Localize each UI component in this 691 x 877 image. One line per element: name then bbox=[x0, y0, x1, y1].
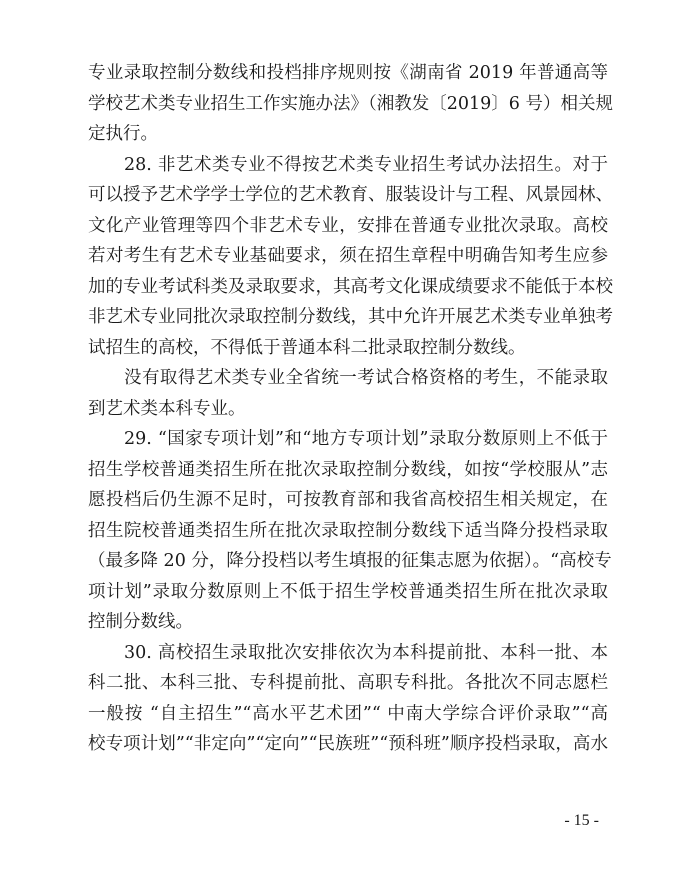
text-line: 一般按 “自主招生”“高水平艺术团”“ 中南大学综合评价录取”“高 bbox=[88, 703, 608, 724]
text-line: 29. “国家专项计划”和“地方专项计划”录取分数原则上不低于 bbox=[124, 429, 608, 449]
text-line: 若对考生有艺术专业基础要求，须在招生章程中明确告知考生应参 bbox=[88, 246, 608, 266]
text-line: 加的专业考试科类及录取要求，其高考文化课成绩要求不能低于本校 bbox=[88, 276, 613, 297]
text-line: 学校艺术类专业招生工作实施办法》（湘教发〔2019〕6 号）相关规 bbox=[88, 93, 613, 114]
text-line: 校专项计划”“非定向”“定向”“民族班”“预科班”顺序投档录取，高水 bbox=[88, 734, 608, 754]
page-number: - 15 - bbox=[564, 812, 599, 829]
text-line: 招生院校普通类招生所在批次录取控制分数线下适当降分投档录取 bbox=[88, 520, 608, 541]
text-line: 文化产业管理等四个非艺术专业，安排在普通专业批次录取。高校 bbox=[88, 215, 608, 236]
text-line: 非艺术专业同批次录取控制分数线，其中允许开展艺术类专业单独考 bbox=[88, 307, 613, 327]
text-line: 愿投档后仍生源不足时，可按教育部和我省高校招生相关规定，在 bbox=[88, 490, 608, 510]
text-line: 定执行。 bbox=[88, 124, 158, 144]
text-line: 到艺术类本科专业。 bbox=[88, 398, 246, 419]
text-line: 可以授予艺术学学士学位的艺术教育、服装设计与工程、风景园林、 bbox=[88, 185, 613, 205]
text-line: 30. 高校招生录取批次安排依次为本科提前批、本科一批、本 bbox=[124, 642, 608, 663]
text-line: （最多降 20 分，降分投档以考生填报的征集志愿为依据）。“高校专 bbox=[88, 551, 612, 571]
text-line: 控制分数线。 bbox=[88, 612, 193, 632]
text-line: 没有取得艺术类专业全省统一考试合格资格的考生，不能录取 bbox=[124, 368, 608, 388]
text-line: 科二批、本科三批、专科提前批、高职专科批。各批次不同志愿栏 bbox=[88, 673, 608, 693]
text-line: 招生学校普通类招生所在批次录取控制分数线，如按“学校服从”志 bbox=[88, 459, 608, 480]
text-line: 项计划”录取分数原则上不低于招生学校普通类招生所在批次录取 bbox=[88, 581, 608, 602]
text-line: 试招生的高校，不得低于普通本科二批录取控制分数线。 bbox=[88, 337, 526, 358]
text-line: 28. 非艺术类专业不得按艺术类专业招生考试办法招生。对于 bbox=[124, 154, 608, 175]
text-line: 专业录取控制分数线和投档排序规则按《湖南省 2019 年普通高等 bbox=[88, 63, 608, 83]
document-body bbox=[88, 58, 613, 760]
